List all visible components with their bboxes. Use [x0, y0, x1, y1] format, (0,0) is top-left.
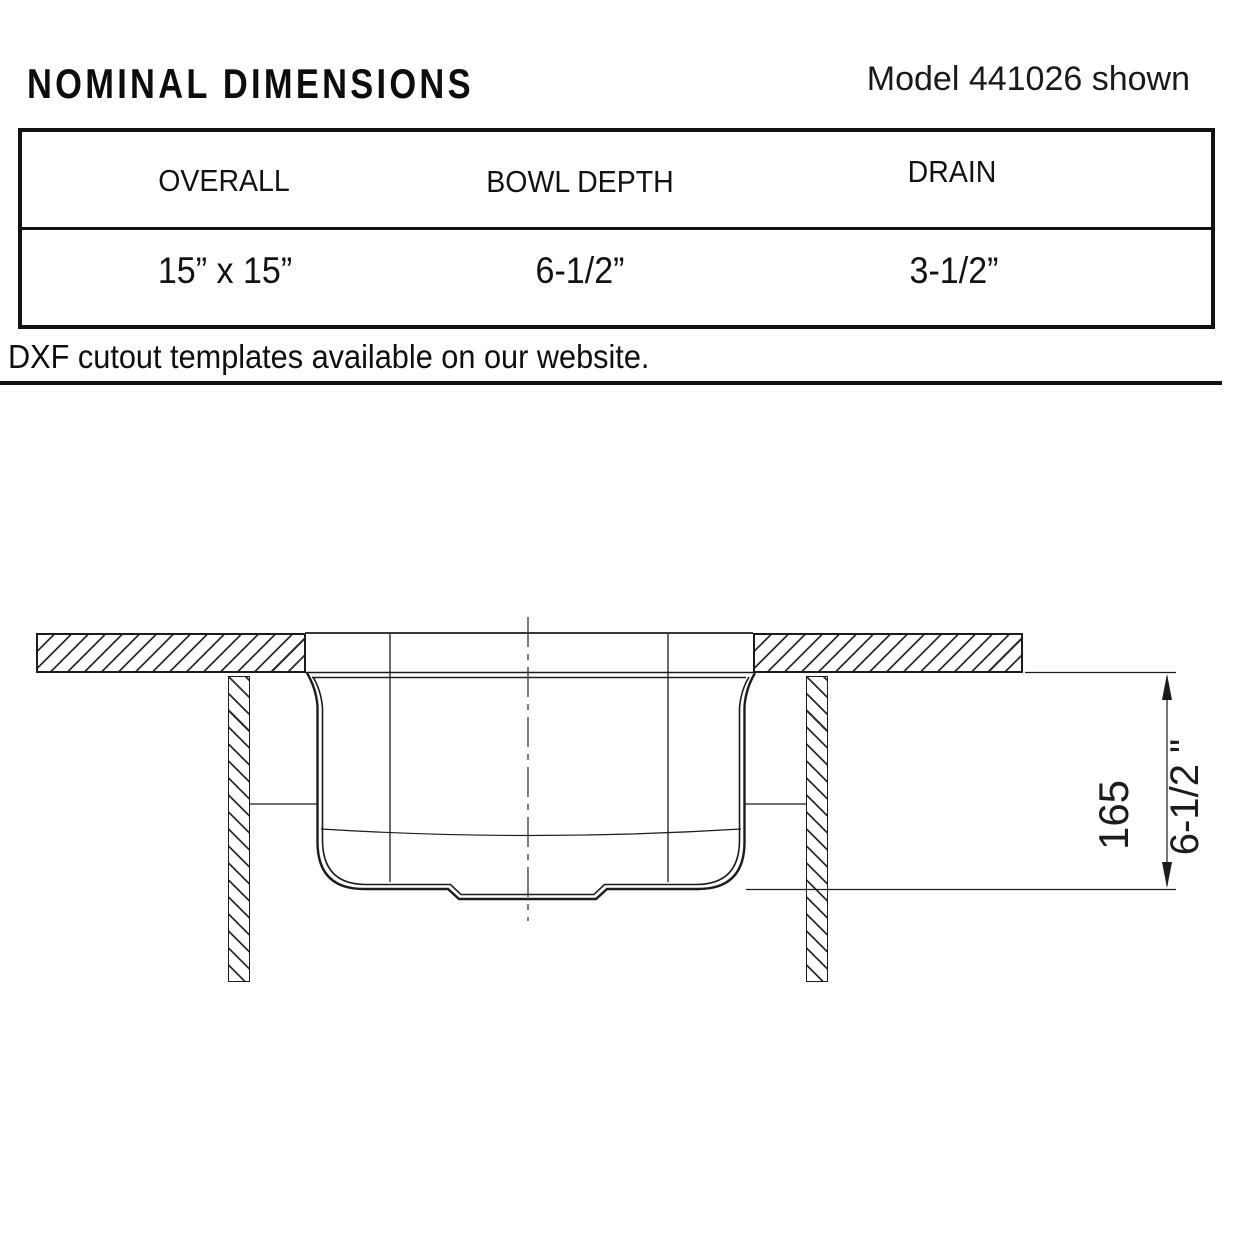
dimension-arrow-up: [1162, 674, 1172, 700]
dimension-label-inches: 6-1/2 ": [1163, 738, 1207, 856]
column-header-bowl-depth: BOWL DEPTH: [486, 164, 674, 199]
bowl-far-side-line: [321, 829, 741, 836]
bowl-outer-profile: [307, 673, 755, 899]
dimension-label-mm: 165: [1090, 779, 1137, 851]
column-header-overall: OVERALL: [158, 163, 290, 198]
column-header-drain: DRAIN: [907, 154, 997, 189]
model-note: Model 441026 shown: [866, 60, 1190, 98]
value-overall: 15” x 15”: [157, 250, 293, 291]
dxf-note: DXF cutout templates available on our website.: [8, 338, 650, 375]
dimension-arrow-down: [1162, 862, 1172, 888]
bowl-inner-profile: [313, 677, 749, 895]
page-title: NOMINAL DIMENSIONS: [27, 60, 474, 107]
value-drain: 3-1/2”: [909, 250, 999, 291]
value-bowl-depth: 6-1/2”: [535, 250, 625, 291]
